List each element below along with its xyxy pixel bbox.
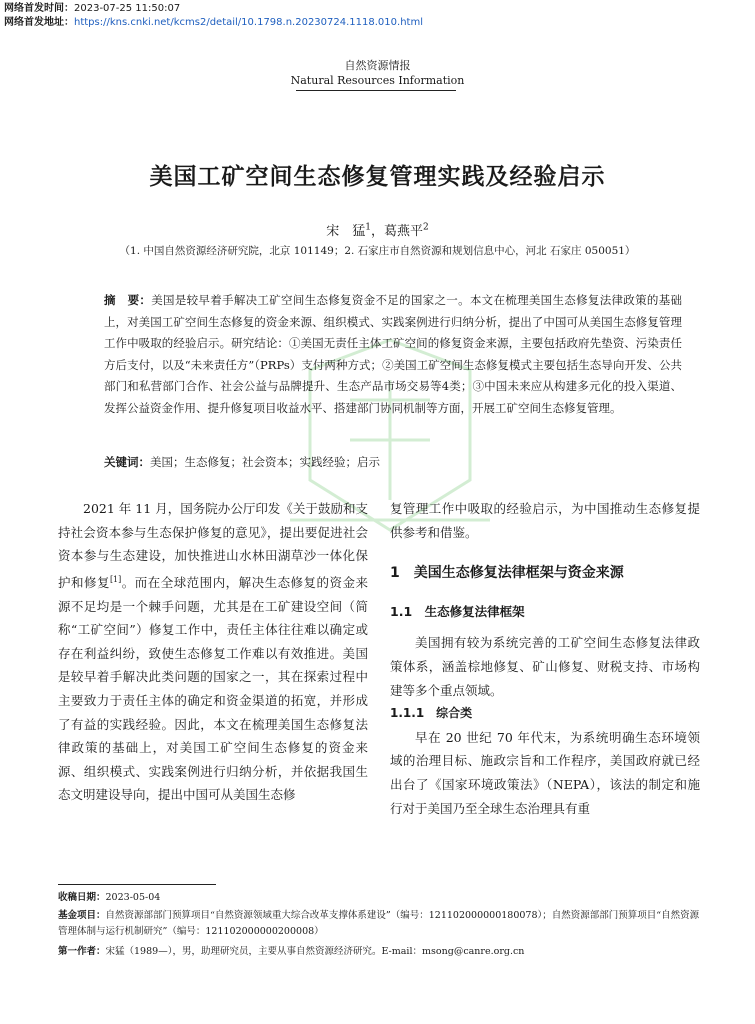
section-1-1-heading: 1.1 生态修复法律框架 [390,603,525,619]
received-date: 2023-05-04 [105,892,161,903]
abstract [104,290,682,419]
footnote-first-author [58,944,703,960]
intro-paragraph [58,497,368,807]
author-1: 宋 猛 [326,224,366,239]
authors [0,220,755,239]
keywords-label: 关键词： [104,455,150,469]
body-column-right [390,497,700,820]
author-2: 葛燕平 [384,224,424,239]
journal-name-cn: 自然资源情报 [344,59,411,72]
section-1-1-1-paragraph: 早在 20 世纪 70 年代末，为系统明确生态环境领域的治理目标、施政宗旨和工作程序，美国政府就已经出台了《国家环境政策法》（NEPA），该法的制定和施行对于美国乃至全球生态治理具有重 [390,729,700,816]
keywords [104,454,682,470]
intro-text-2: 。而在全球范围内，解决生态修复的资金来源不足均是一个棘手问题，尤其是在工矿建设空间（简称“工矿空间”）修复工作中，责任主体往往难以确定或存在利益纠纷，致使生态修复工作难以有效推进。美国是较早着手解决此类问题的国家之一，其在探索过程中主要致力于责任主体的确定和资金渠道的拓宽，并形成了有益的实践经验。因此，本文在梳理美国生态修复法律政策的基础上，对美国工矿空间生态修复的资金来源、组织模式、实践案例进行归纳分析，并依据我国生态文明建设导向，提出中国可从美国生态修 [58,574,368,803]
journal-name-en: Natural Resources Information [290,74,465,87]
fund-label: 基金项目： [58,910,106,921]
received-label: 收稿日期： [58,892,106,903]
abstract-label: 摘 要： [104,293,152,307]
fund-text: 自然资源部部门预算项目“自然资源领域重大综合改革支撑体系建设”（编号：121102000000180078）；自然资源部部门预算项目“自然资源管理体制与运行机制研究”（编号：121102000000200008） [58,910,700,937]
first-publish-time-label: 网络首发时间 [4,3,64,14]
footnote-received [58,890,703,906]
footnote-fund [58,908,703,940]
section-1-1-paragraph: 美国拥有较为系统完善的工矿空间生态修复法律政策体系，涵盖棕地修复、矿山修复、财税支持、市场构建等多个重点领域。 [390,635,700,698]
first-publish-address-label: 网络首发地址 [4,17,64,28]
author-separator: ， [370,224,384,239]
first-publish-url[interactable]: https://kns.cnki.net/kcms2/detail/10.1798.n.20230724.1118.010.html [74,17,423,28]
first-author-text: 宋猛（1989—），男，助理研究员，主要从事自然资源经济研究。E-mail：msong@canre.org.cn [105,946,525,957]
article-title: 美国工矿空间生态修复管理实践及经验启示 [149,163,606,190]
section-1-heading: 1 美国生态修复法律框架与资金来源 [390,565,624,582]
author-2-affil: 2 [423,222,429,233]
intro-text-1: 2021 年 11 月，国务院办公厅印发《关于鼓励和支持社会资本参与生态保护修复的意见》，提出要促进社会资本参与生态建设，加快推进山水林田湖草沙一体化保护和修复 [58,501,368,590]
affiliations: （1. 中国自然资源经济研究院，北京 101149；2. 石家庄市自然资源和规划信息中心，河北 石家庄 050051） [119,245,636,257]
publication-info: 网络首发时间：2023-07-25 11:50:07 网络首发地址：https://kns.cnki.net/kcms2/detail/10.1798.n.20230724.1118.010.html [4,3,423,28]
footnote-rule [58,884,216,885]
first-author-label: 第一作者： [58,946,106,957]
intro-continuation: 复管理工作中吸取的经验启示，为中国推动生态修复提供参考和借鉴。 [390,501,700,540]
keywords-text: 美国；生态修复；社会资本；实践经验；启示 [150,455,380,469]
journal-rule [296,90,456,91]
citation-1[interactable]: [1] [109,574,122,584]
first-publish-time: 2023-07-25 11:50:07 [74,3,181,14]
body-column-left [58,497,368,807]
journal-header [0,58,755,88]
author-1-affil: 1 [365,222,371,233]
section-1-1-1-heading: 1.1.1 综合类 [390,706,473,721]
abstract-text: 美国是较早着手解决工矿空间生态修复资金不足的国家之一。本文在梳理美国生态修复法律政策的基础上，对美国工矿空间生态修复的资金来源、组织模式、实践案例进行归纳分析，提出了中国可从美国生态修复管理工作中吸取的经验启示。研究结论：①美国无责任主体工矿空间的修复资金来源，主要包括政府先垫资、污染责任方后支付，以及“未来责任方”（PRPs）支付两种方式；②美国工矿空间生态修复模式主要包括生态导向开发、公共部门和私营部门合作、社会公益与品牌提升、生态产品市场交易等4类；③中国未来应从构建多元化的投入渠道、发挥公益资金作用、提升修复项目收益水平、搭建部门协同机制等方面，开展工矿空间生态修复管理。 [104,293,683,415]
